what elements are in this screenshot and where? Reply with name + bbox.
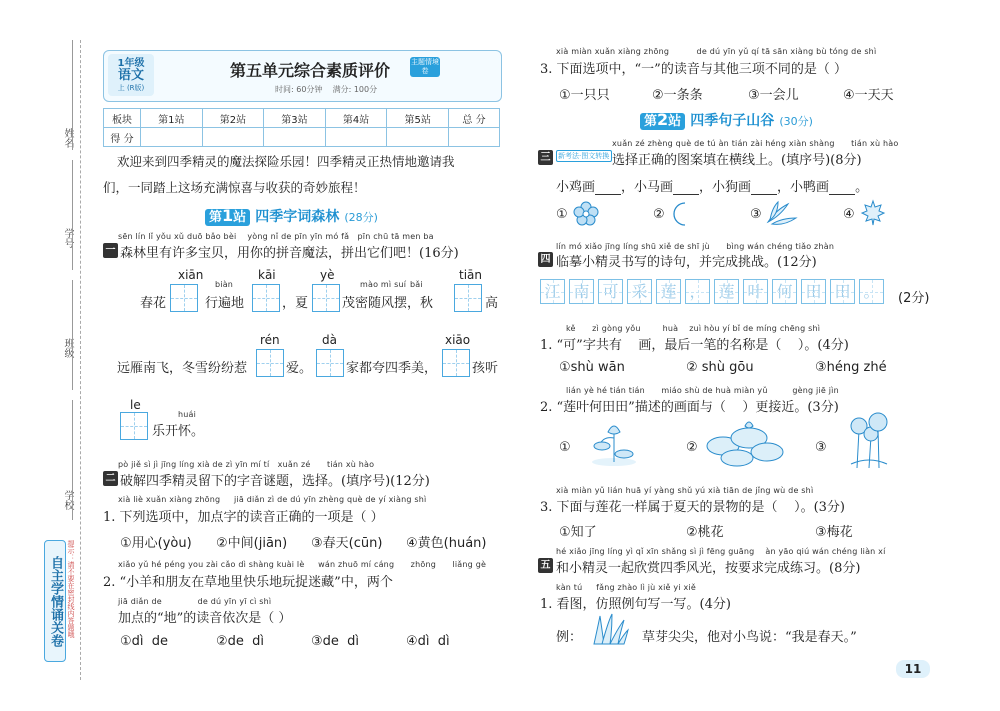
example-label: 例：	[556, 630, 583, 645]
q1-text: 森林里有许多宝贝，用你的拼音魔法，拼出它们吧！(16分)	[120, 246, 459, 261]
q2-sub1-option-2[interactable]: ②中间(jiān)	[216, 536, 288, 551]
school-label: 学校	[62, 490, 73, 510]
q1-pinyin: sēn lín lǐ yǒu xǔ duō bǎo bèi yòng nǐ de pīn yīn mó fǎ pīn chū tā men ba	[118, 232, 434, 241]
q1-line1-text-5: 高	[485, 296, 499, 311]
station2-heading	[640, 110, 813, 130]
q5-text: 和小精灵一起欣赏四季风光，按要求完成练习。(8分)	[556, 561, 861, 576]
q2-pinyin: pò jiě sì jì jīng líng xià de zì yīn mí tí xuǎn zé tián xù hào	[118, 460, 375, 469]
q4-s3-pinyin: xià miàn yǔ lián huā yí yàng shǔ yú xià tiān de jǐng wù de shì	[556, 486, 814, 495]
q4-s1-option-1[interactable]: ①shù wān	[559, 360, 625, 375]
q1-line1-pinyin-2: kāi	[258, 268, 276, 282]
q3b-pinyin: xuǎn zé zhèng què de tú àn tián zài héng xiàn shàng tián xù hào	[612, 139, 899, 148]
grade-tag	[108, 54, 154, 96]
q1-line2-text-3: 家都夸四季美，	[346, 361, 438, 376]
q2-sub2-pinyin: xiǎo yǔ hé péng you zài cǎo dì shàng kuài lè wán zhuō mí cáng zhōng liǎng gè	[118, 560, 487, 569]
moon-icon	[670, 201, 694, 227]
copy-grid[interactable]	[540, 279, 896, 307]
school-field[interactable]	[72, 400, 73, 520]
q4-number: 四	[538, 252, 553, 267]
q4-s3-option-1[interactable]: ①知了	[559, 525, 597, 540]
q1-line3-small-pinyin: huái	[178, 410, 197, 419]
q4-pinyin: lín mó xiǎo jīng líng shū xiě de shī jù bìng wán chéng tiǎo zhàn	[556, 242, 835, 251]
copy-cell[interactable]: 南	[569, 279, 594, 304]
copy-cell[interactable]: 何	[772, 279, 797, 304]
theme-badge: 主题情境卷	[411, 58, 439, 75]
page-number: 11	[896, 660, 930, 678]
q1-line1-pinyin-4: tiān	[459, 268, 482, 282]
q2-sub2-text2: 加点的“地”的读音依次是（ ）	[118, 611, 292, 626]
q3-option-1[interactable]: ①一只只	[559, 88, 610, 103]
q1-answer-box-1[interactable]	[170, 284, 198, 312]
q1-line2-pinyin-2: dà	[322, 333, 337, 347]
q3b-fill-line: 小鸡画 ，小马画 ，小狗画 ，小鸭画 。	[556, 180, 869, 195]
binding-dashed-line	[80, 40, 81, 680]
q1-line1-text-2: 行遍地	[205, 296, 245, 311]
q3b-number: 三	[538, 150, 553, 165]
q4-s1-option-2[interactable]: ② shù gōu	[686, 360, 754, 375]
q5-s1-pinyin: kàn tú fǎng zhào lì jù xiě yi xiě	[556, 583, 696, 592]
q3-option-4[interactable]: ④一天天	[843, 88, 894, 103]
q3-pinyin: xià miàn xuǎn xiàng zhōng de dú yīn yǔ qí tā sān xiàng bù tóng de shì	[556, 47, 877, 56]
q3b-pic-label-3: ③	[750, 207, 762, 222]
q1-line1-pinyin-1: xiān	[178, 268, 204, 282]
q1-line1-pinyin-3: yè	[320, 268, 335, 282]
q2-sub1-pinyin: xià liè xuǎn xiàng zhōng jiā diǎn zì de dú yīn zhèng què de yí xiàng shì	[118, 495, 427, 504]
copy-cell[interactable]: 田	[830, 279, 855, 304]
station2-title: 四季句子山谷	[690, 113, 775, 129]
copy-cell[interactable]: 田	[801, 279, 826, 304]
q4-s2-text: 2. “莲叶何田田”描述的画面与（ ）更接近。(3分)	[540, 400, 839, 415]
score-col-station2: 第2站	[202, 109, 264, 128]
q1-number: 一	[103, 243, 118, 258]
q1-answer-box-da[interactable]	[316, 349, 344, 377]
q4-s3-option-3[interactable]: ③梅花	[815, 525, 853, 540]
station1-heading	[205, 206, 378, 226]
station1-badge: 第1站	[205, 209, 250, 226]
q4-s3-option-2[interactable]: ②桃花	[686, 525, 724, 540]
q4-s2-option-3[interactable]: ③	[815, 440, 827, 455]
score-col-station5: 第5站	[387, 109, 449, 128]
score-col-station3: 第3站	[264, 109, 326, 128]
bamboo-leaf-icon	[766, 200, 798, 226]
id-field[interactable]	[72, 160, 73, 270]
q1-line1-small-pinyin-1: biàn	[215, 280, 234, 289]
class-label: 班级	[62, 338, 73, 358]
copy-cell[interactable]: 江	[540, 279, 565, 304]
score-header-row	[104, 109, 500, 128]
q1-answer-box-kai[interactable]	[252, 284, 280, 312]
q2-sub1-option-3[interactable]: ③春天(cūn)	[311, 536, 383, 551]
copy-cell[interactable]: 采	[627, 279, 652, 304]
score-col-label: 板块	[104, 109, 141, 128]
q1-answer-box-le[interactable]	[120, 412, 148, 440]
score-value-row	[104, 128, 500, 147]
page-title: 第五单元综合素质评价	[230, 61, 391, 80]
q4-s1-text: 1. “可”字共有 画，最后一笔的名称是（ ）。(4分)	[540, 338, 849, 353]
q1-line1-text-3: ，夏	[282, 296, 309, 311]
q1-line2-text-1: 远雁南飞，冬雪纷纷惹	[117, 361, 248, 376]
q1-line1-small-pinyin-2: mào mì suí	[360, 280, 407, 289]
score-cell[interactable]	[387, 128, 449, 147]
score-cell[interactable]	[264, 128, 326, 147]
q4-s1-option-3[interactable]: ③héng zhé	[815, 360, 887, 375]
copy-cell[interactable]: 莲	[656, 279, 681, 304]
intro-line2: 们，一同踏上这场充满惊喜与收获的奇妙旅程！	[103, 180, 366, 195]
copy-cell[interactable]: 叶	[743, 279, 768, 304]
q3b-pic-label-1: ①	[556, 207, 568, 222]
score-row-label: 得 分	[104, 128, 141, 147]
score-cell[interactable]	[449, 128, 500, 147]
grade-label: 1年级	[117, 58, 145, 69]
station2-badge: 第2站	[640, 113, 685, 130]
q1-answer-box-xiao[interactable]	[442, 349, 470, 377]
q5-s1-text: 1. 看图，仿照例句写一写。(4分)	[540, 597, 731, 612]
score-table	[103, 108, 500, 147]
score-cell[interactable]	[325, 128, 387, 147]
q1-line2-text-4: 孩听	[472, 361, 499, 376]
class-field[interactable]	[72, 280, 73, 390]
q3b-blank-3[interactable]	[751, 182, 777, 195]
grass-sprout-image	[590, 612, 630, 646]
q3b-text: 选择正确的图案填在横线上。(填序号)(8分)	[612, 153, 862, 168]
q2-sub2-option-4[interactable]: ④dì dì	[406, 634, 450, 649]
name-field[interactable]	[72, 40, 73, 150]
q1-line2-pinyin-3: xiāo	[445, 333, 471, 347]
q1-answer-box-ye[interactable]	[312, 284, 340, 312]
example-text: 草芽尖尖，他对小鸟说：“我是春天。”	[642, 630, 857, 645]
score-cell[interactable]	[141, 128, 203, 147]
id-label: 学号	[62, 228, 73, 248]
q2-sub1-option-4[interactable]: ④黄色(huán)	[406, 536, 487, 551]
volume-label: 上 (R版)	[117, 84, 145, 92]
score-col-station4: 第4站	[325, 109, 387, 128]
q1-answer-box-tian[interactable]	[454, 284, 482, 312]
q3b-blank-1[interactable]	[595, 182, 621, 195]
q3-option-3[interactable]: ③一会儿	[748, 88, 799, 103]
q5-number: 五	[538, 558, 553, 573]
name-label: 姓名	[62, 128, 73, 148]
copy-cell[interactable]: ，	[685, 279, 710, 304]
copy-points: (2分)	[898, 291, 930, 306]
q3-text: 3. 下面选项中，“一”的读音与其他三项不同的是（ ）	[540, 62, 847, 77]
score-col-total: 总 分	[449, 109, 500, 128]
q4-text: 临摹小精灵书写的诗句，并完成挑战。(12分)	[556, 255, 817, 270]
q5-pinyin: hé xiǎo jīng líng yì qǐ xīn shǎng sì jì fēng guāng àn yāo qiú wán chéng liàn xí	[556, 547, 886, 556]
lotus-pond-image-2	[705, 416, 785, 468]
flower-icon	[573, 201, 599, 227]
q4-s2-pinyin: lián yè hé tián tián miáo shù de huà miàn yǔ gèng jiē jìn	[566, 386, 839, 395]
copy-cell[interactable]: 可	[598, 279, 623, 304]
q1-answer-box-ren[interactable]	[256, 349, 284, 377]
q3b-pic-label-2: ②	[653, 207, 665, 222]
q1-line1-text-4: 茂密随风摆，秋	[342, 296, 434, 311]
q2-sub1-option-1[interactable]: ①用心(yòu)	[120, 536, 192, 551]
station1-points: (28分)	[344, 211, 378, 224]
book-note: 提示：请不要在密封线内答题哦	[67, 540, 75, 638]
q3b-tag: 新考法·图文转换	[556, 150, 612, 162]
maple-leaf-icon	[860, 199, 886, 227]
q2-sub2-option-2[interactable]: ②de dì	[216, 634, 265, 649]
q3b-blank-4[interactable]	[829, 182, 855, 195]
q1-line3-text: 乐开怀。	[152, 424, 205, 439]
q1-line1-text-1: 春花	[140, 296, 167, 311]
q2-sub2-option-3[interactable]: ③de dì	[311, 634, 360, 649]
q4-s2-option-2[interactable]: ②	[686, 440, 698, 455]
q2-sub2-pinyin2: jiā diǎn de de dú yīn yī cì shì	[118, 597, 272, 606]
q2-number: 二	[103, 471, 118, 486]
q3b-blank-2[interactable]	[673, 182, 699, 195]
q2-text: 破解四季精灵留下的字音谜题，选择。(填序号)(12分)	[120, 474, 430, 489]
q3b-pic-label-4: ④	[843, 207, 855, 222]
q4-s3-text: 3. 下面与莲花一样属于夏天的景物的是（ ）。(3分)	[540, 500, 845, 515]
score-cell[interactable]	[202, 128, 264, 147]
lotus-pond-image-1	[590, 418, 638, 468]
q1-line2-text-2: 爱。	[286, 361, 313, 376]
q4-s1-pinyin: kě zì gòng yǒu huà zuì hòu yí bǐ de míng chēng shì	[566, 324, 821, 333]
q3-option-2[interactable]: ②一条条	[652, 88, 703, 103]
copy-cell[interactable]: 。	[859, 279, 884, 304]
station1-title: 四季字词森林	[255, 209, 340, 225]
q1-line1-small-pinyin-3: bǎi	[410, 280, 423, 289]
intro-line1: 欢迎来到四季精灵的魔法探险乐园！四季精灵正热情地邀请我	[117, 154, 455, 169]
q1-line3-pinyin: le	[130, 398, 141, 412]
q2-sub1-text: 1. 下列选项中，加点字的读音正确的一项是（ ）	[103, 510, 384, 525]
q1-line2-pinyin-1: rén	[260, 333, 280, 347]
q2-sub2-option-1[interactable]: ①dì de	[120, 634, 169, 649]
book-title: 自主学情诵关卷	[44, 540, 66, 662]
exam-meta: 时间: 60分钟 满分: 100分	[275, 85, 378, 94]
q2-sub2-text: 2. “小羊和朋友在草地里快乐地玩捉迷藏”中，两个	[103, 575, 393, 590]
station2-points: (30分)	[779, 115, 813, 128]
copy-cell[interactable]: 莲	[714, 279, 739, 304]
subject-label: 语文	[117, 68, 144, 83]
q4-s2-option-1[interactable]: ①	[559, 440, 571, 455]
lotus-pond-image-3	[845, 410, 891, 470]
score-col-station1: 第1站	[141, 109, 203, 128]
